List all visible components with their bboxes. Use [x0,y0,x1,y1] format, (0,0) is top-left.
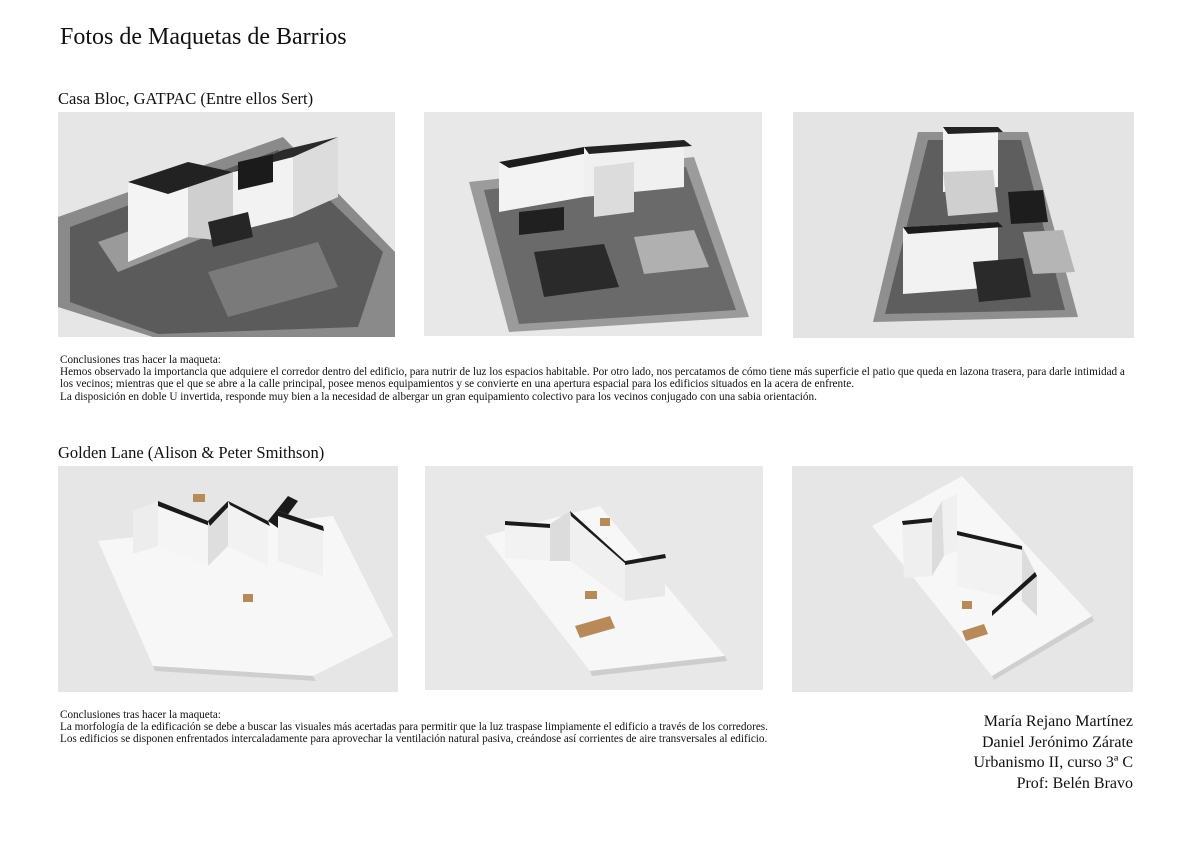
model-photo-golden-lane-3 [792,466,1133,692]
section-title-casa-bloc: Casa Bloc, GATPAC (Entre ellos Sert) [58,89,314,108]
page-title: Fotos de Maquetas de Barrios [60,24,347,50]
credits [974,712,1134,794]
conclusion-paragraph: La disposición en doble U invertida, responde muy bien a la necesidad de albergar un gran equipamiento colectivo para los vecinos conjugado con una sabia orientación. [60,390,817,403]
author-name: María Rejano Martínez [983,713,1133,730]
conclusion-golden-lane [60,709,775,746]
model-photo-casa-bloc-3 [793,112,1134,338]
conclusion-casa-bloc [60,354,1135,403]
section-title-golden-lane: Golden Lane (Alison & Peter Smithson) [58,443,325,462]
professor-label: Prof: Belén Bravo [1016,774,1133,792]
author-name: Daniel Jerónimo Zárate [981,733,1133,751]
conclusion-paragraph: Los edificios se disponen enfrentados intercaladamente para aprovechar la ventilación natural pasiva, creándose así corrientes de aire transversales al edificio. [60,733,768,746]
course-label: Urbanismo II, curso 3ª C [973,754,1133,771]
model-photo-casa-bloc-1 [58,112,395,337]
model-photo-casa-bloc-2 [424,112,762,336]
conclusion-heading: Conclusiones tras hacer la maqueta: [60,354,221,366]
conclusion-paragraph: Hemos observado la importancia que adquiere el corredor dentro del edificio, para nutrir de luz los espacios habitable. Por otro lado, nos percatamos de cómo tiene más superficie el patio que queda en lazona trasera, para darle intimidad a los vecinos; mientras que el que se abre a la calle principal, posee menos equipamientos y se convierte en una apertura espacial para los edificios situados en la acera de enfrente. [60,366,1125,391]
conclusion-heading: Conclusiones tras hacer la maqueta: [60,709,221,721]
model-photo-golden-lane-2 [425,466,763,690]
conclusion-paragraph: La morfología de la edificación se debe a buscar las visuales más acertadas para permitir que la luz traspase limpiamente el edificio a través de los corredores. [60,721,768,734]
model-photo-golden-lane-1 [58,466,398,692]
